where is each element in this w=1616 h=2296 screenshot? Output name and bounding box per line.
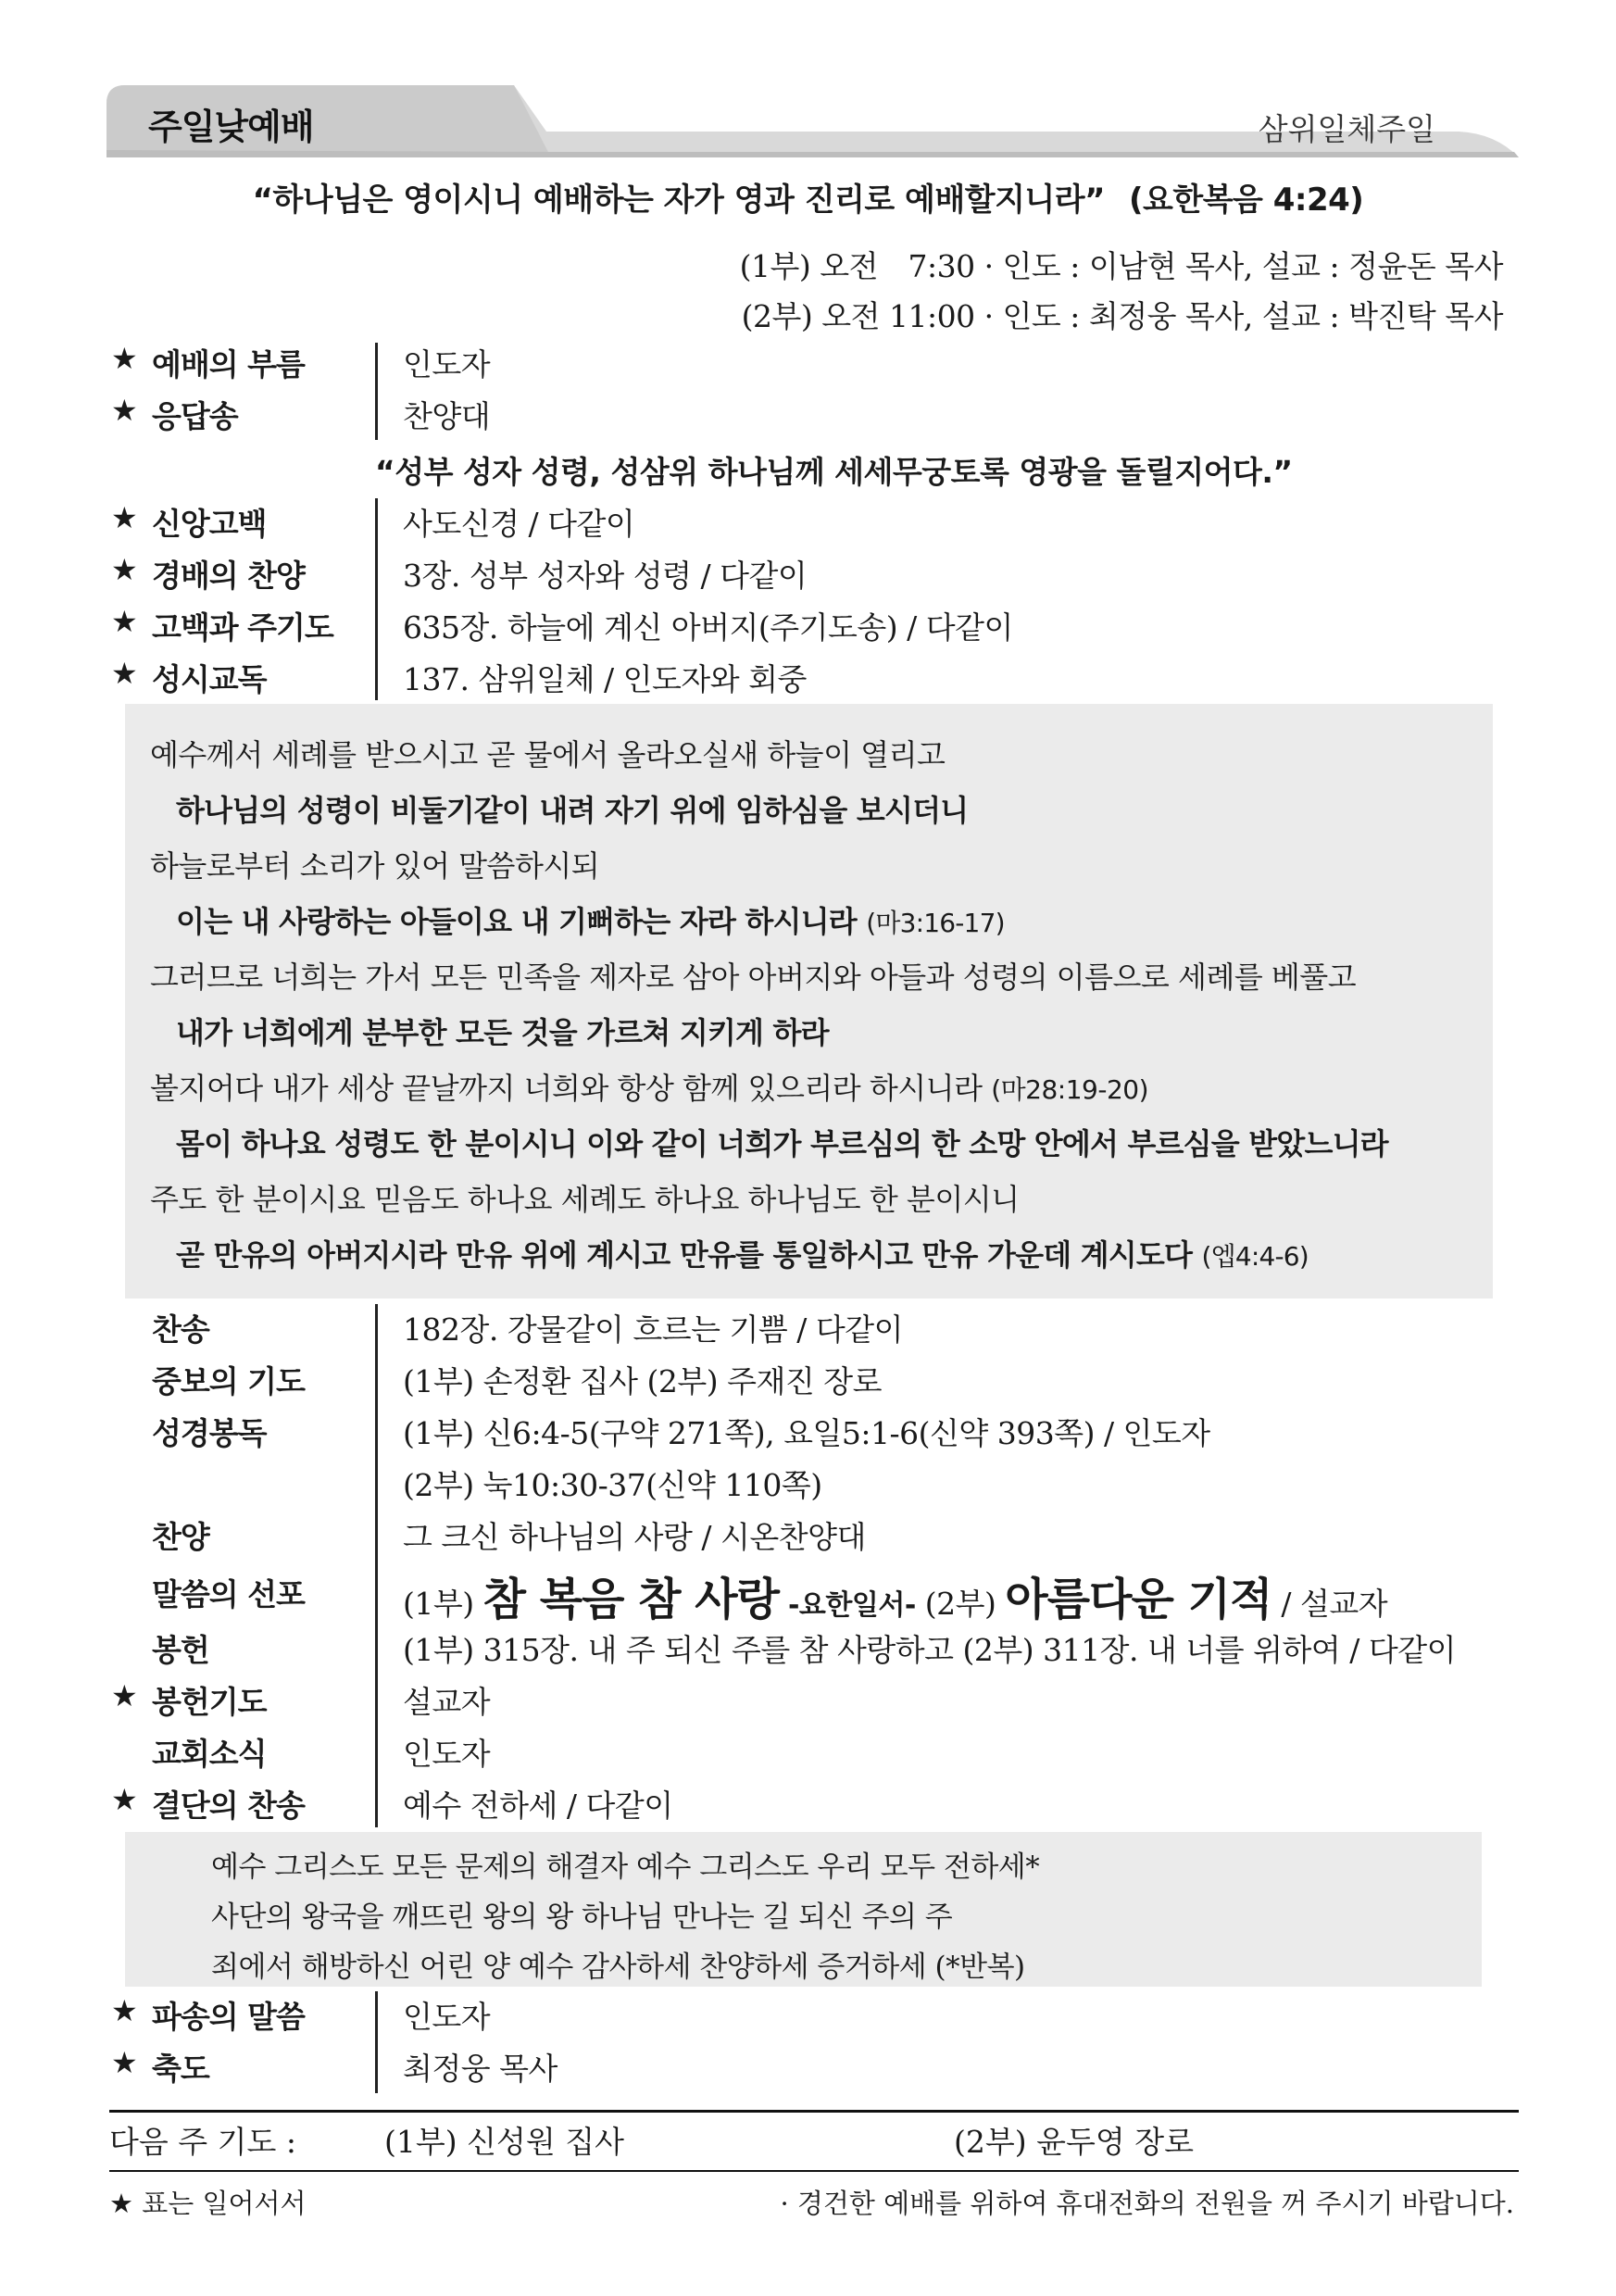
standing-star-icon: ★	[111, 656, 138, 691]
reading-line: 곧 만유의 아버지시라 만유 위에 계시고 만유를 통일하시고 만유 가운데 계시도다 (엡4:4-6)	[176, 1237, 1309, 1273]
order-item	[0, 552, 1616, 598]
order-item-label: 결단의 찬송	[152, 1788, 305, 1824]
header-band	[106, 85, 1519, 157]
reading-line: 그러므로 너희는 가서 모든 민족을 제자로 삼아 아버지와 아들과 성령의 이름으로 세례를 베풀고	[150, 960, 1357, 995]
order-item	[0, 341, 1616, 387]
scripture-reference: (엡4:4-6)	[1201, 1241, 1309, 1272]
reading-line: 볼지어다 내가 세상 끝날까지 너희와 항상 함께 있으리라 하시니라 (마28:19-20)	[150, 1071, 1149, 1106]
doxology-text: “성부 성자 성령, 성삼위 하나님께 세세무궁토록 영광을 돌릴지어다.”	[375, 454, 1293, 490]
order-item	[0, 2045, 1616, 2091]
order-item-value: 137. 삼위일체 / 인도자와 회중	[403, 661, 807, 697]
sermon-title-second: 아름다운 기적	[1005, 1574, 1272, 1625]
reading-line: 이는 내 사랑하는 아들이요 내 기뻐하는 자라 하시니라 (마3:16-17)	[176, 904, 1005, 939]
order-item	[0, 1730, 1616, 1776]
sermon-value	[403, 1563, 1387, 1627]
order-item-value: 최정웅 목사	[403, 2051, 557, 2087]
order-item-value: (1부) 손정환 집사 (2부) 주재진 장로	[403, 1363, 882, 1399]
order-item-value: 사도신경 / 다같이	[403, 506, 635, 542]
service-time-first: (1부) 오전 7:30 · 인도 : 이남현 목사, 설교 : 정윤돈 목사	[739, 248, 1503, 284]
sermon-row	[0, 1562, 1616, 1625]
reading-line: 하나님의 성령이 비둘기같이 내려 자기 위에 임하심을 보시더니	[176, 793, 969, 828]
order-item	[0, 500, 1616, 546]
standing-star-icon: ★	[111, 1993, 138, 2028]
order-item-value: 그 크신 하나님의 사랑 / 시온찬양대	[403, 1519, 866, 1555]
page-title: 주일낮예배	[148, 107, 314, 147]
page-subtitle: 삼위일체주일	[1258, 111, 1435, 147]
scripture-reference: (마28:19-20)	[991, 1074, 1149, 1105]
standing-star-icon: ★	[111, 341, 138, 376]
order-item-value: (2부) 눅10:30-37(신약 110쪽)	[403, 1467, 822, 1503]
order-item	[0, 656, 1616, 702]
next-week-second: (2부) 윤두영 장로	[954, 2124, 1194, 2160]
next-week-label: 다음 주 기도 :	[109, 2124, 296, 2160]
theme-verse-text: “하나님은 영이시니 예배하는 자가 영과 진리로 예배할지니라”	[252, 182, 1105, 219]
order-item	[0, 1358, 1616, 1404]
order-item-value: 예수 전하세 / 다같이	[403, 1788, 673, 1824]
order-item-value: 찬양대	[403, 398, 491, 434]
service-time-second: (2부) 오전 11:00 · 인도 : 최정웅 목사, 설교 : 박진탁 목사	[741, 298, 1503, 334]
sermon-part1-label: (1부)	[403, 1586, 474, 1622]
order-item-label: 봉헌	[152, 1632, 209, 1668]
order-item-label: 응답송	[152, 398, 238, 434]
hymn-lyric-line: 예수 그리스도 모든 문제의 해결자 예수 그리스도 우리 모두 전하세*	[211, 1851, 1040, 1884]
theme-verse	[0, 174, 1616, 220]
order-item	[0, 1782, 1616, 1828]
order-item-label: 찬양	[152, 1519, 209, 1555]
standing-star-icon: ★	[111, 500, 138, 535]
next-week-first: (1부) 신성원 집사	[384, 2124, 624, 2160]
sermon-title-first: 참 복음 참 사랑	[482, 1574, 779, 1625]
order-item-label: 성경봉독	[152, 1415, 267, 1451]
divider-line	[109, 2110, 1519, 2113]
scripture-reference: (마3:16-17)	[866, 908, 1005, 938]
order-item-value: 인도자	[403, 1999, 491, 2035]
order-item-value: (1부) 신6:4-5(구약 271쪽), 요일5:1-6(신약 393쪽) / 인도자	[403, 1415, 1210, 1451]
order-item-label: 고백과 주기도	[152, 609, 333, 646]
order-item	[0, 393, 1616, 439]
order-item	[0, 1993, 1616, 2039]
reading-line: 하늘로부터 소리가 있어 말씀하시되	[150, 848, 600, 884]
standing-star-icon: ★	[111, 2045, 138, 2080]
order-item	[0, 604, 1616, 650]
order-item	[0, 1678, 1616, 1725]
standing-star-icon: ★	[111, 1678, 138, 1713]
order-item-value: 3장. 성부 성자와 성령 / 다같이	[403, 558, 808, 594]
order-item-value: 635장. 하늘에 계신 아버지(주기도송) / 다같이	[403, 609, 1013, 646]
order-item-value: 182장. 강물같이 흐르는 기쁨 / 다같이	[403, 1311, 903, 1348]
hymn-lyric-line: 죄에서 해방하신 어린 양 예수 감사하세 찬양하세 증거하세 (*반복)	[211, 1951, 1025, 1984]
standing-star-icon: ★	[111, 393, 138, 428]
order-item-label: 축도	[152, 2051, 209, 2087]
phone-note: · 경건한 예배를 위하여 휴대전화의 전원을 꺼 주시기 바랍니다.	[780, 2188, 1514, 2219]
theme-verse-reference: (요한복음 4:24)	[1128, 182, 1364, 219]
order-item-label: 예배의 부름	[152, 346, 305, 383]
order-item-label: 파송의 말씀	[152, 1999, 305, 2035]
order-item-label: 신앙고백	[152, 506, 267, 542]
order-item	[0, 1306, 1616, 1352]
standing-star-icon: ★	[111, 1782, 138, 1817]
order-item	[0, 1462, 1616, 1508]
order-item-label: 경배의 찬양	[152, 558, 305, 594]
order-item-label: 말씀의 선포	[152, 1576, 305, 1612]
order-item-label: 교회소식	[152, 1736, 267, 1772]
order-item-label: 중보의 기도	[152, 1363, 305, 1399]
order-item-value: (1부) 315장. 내 주 되신 주를 참 사랑하고 (2부) 311장. 내 너를 위하여 / 다같이	[403, 1632, 1456, 1668]
reading-line: 예수께서 세례를 받으시고 곧 물에서 올라오실새 하늘이 열리고	[150, 737, 946, 772]
hymn-lyric-line: 사단의 왕국을 깨뜨린 왕의 왕 하나님 만나는 길 되신 주의 주	[211, 1901, 953, 1934]
sermon-preacher: / 설교자	[1281, 1586, 1388, 1622]
sermon-part2-label: (2부)	[924, 1586, 996, 1622]
reading-line: 몸이 하나요 성령도 한 분이시니 이와 같이 너희가 부르심의 한 소망 안에서 부르심을 받았느니라	[176, 1126, 1388, 1161]
standing-star-icon: ★	[111, 552, 138, 587]
order-item-label: 성시교독	[152, 661, 267, 697]
order-item-value: 설교자	[403, 1684, 491, 1720]
order-item-label: 찬송	[152, 1311, 209, 1348]
standing-note: ★ 표는 일어서서	[109, 2188, 307, 2219]
sermon-series: -요한일서-	[787, 1589, 916, 1622]
order-item-value: 인도자	[403, 346, 491, 383]
divider-line	[109, 2170, 1519, 2172]
order-item	[0, 1410, 1616, 1456]
order-item-label: 봉헌기도	[152, 1684, 267, 1720]
standing-star-icon: ★	[111, 604, 138, 639]
order-item-value: 인도자	[403, 1736, 491, 1772]
order-item	[0, 1626, 1616, 1673]
reading-line: 내가 너희에게 분부한 모든 것을 가르쳐 지키게 하라	[176, 1015, 829, 1050]
reading-line: 주도 한 분이시요 믿음도 하나요 세례도 하나요 하나님도 한 분이시니	[150, 1182, 1020, 1217]
order-item	[0, 1513, 1616, 1560]
